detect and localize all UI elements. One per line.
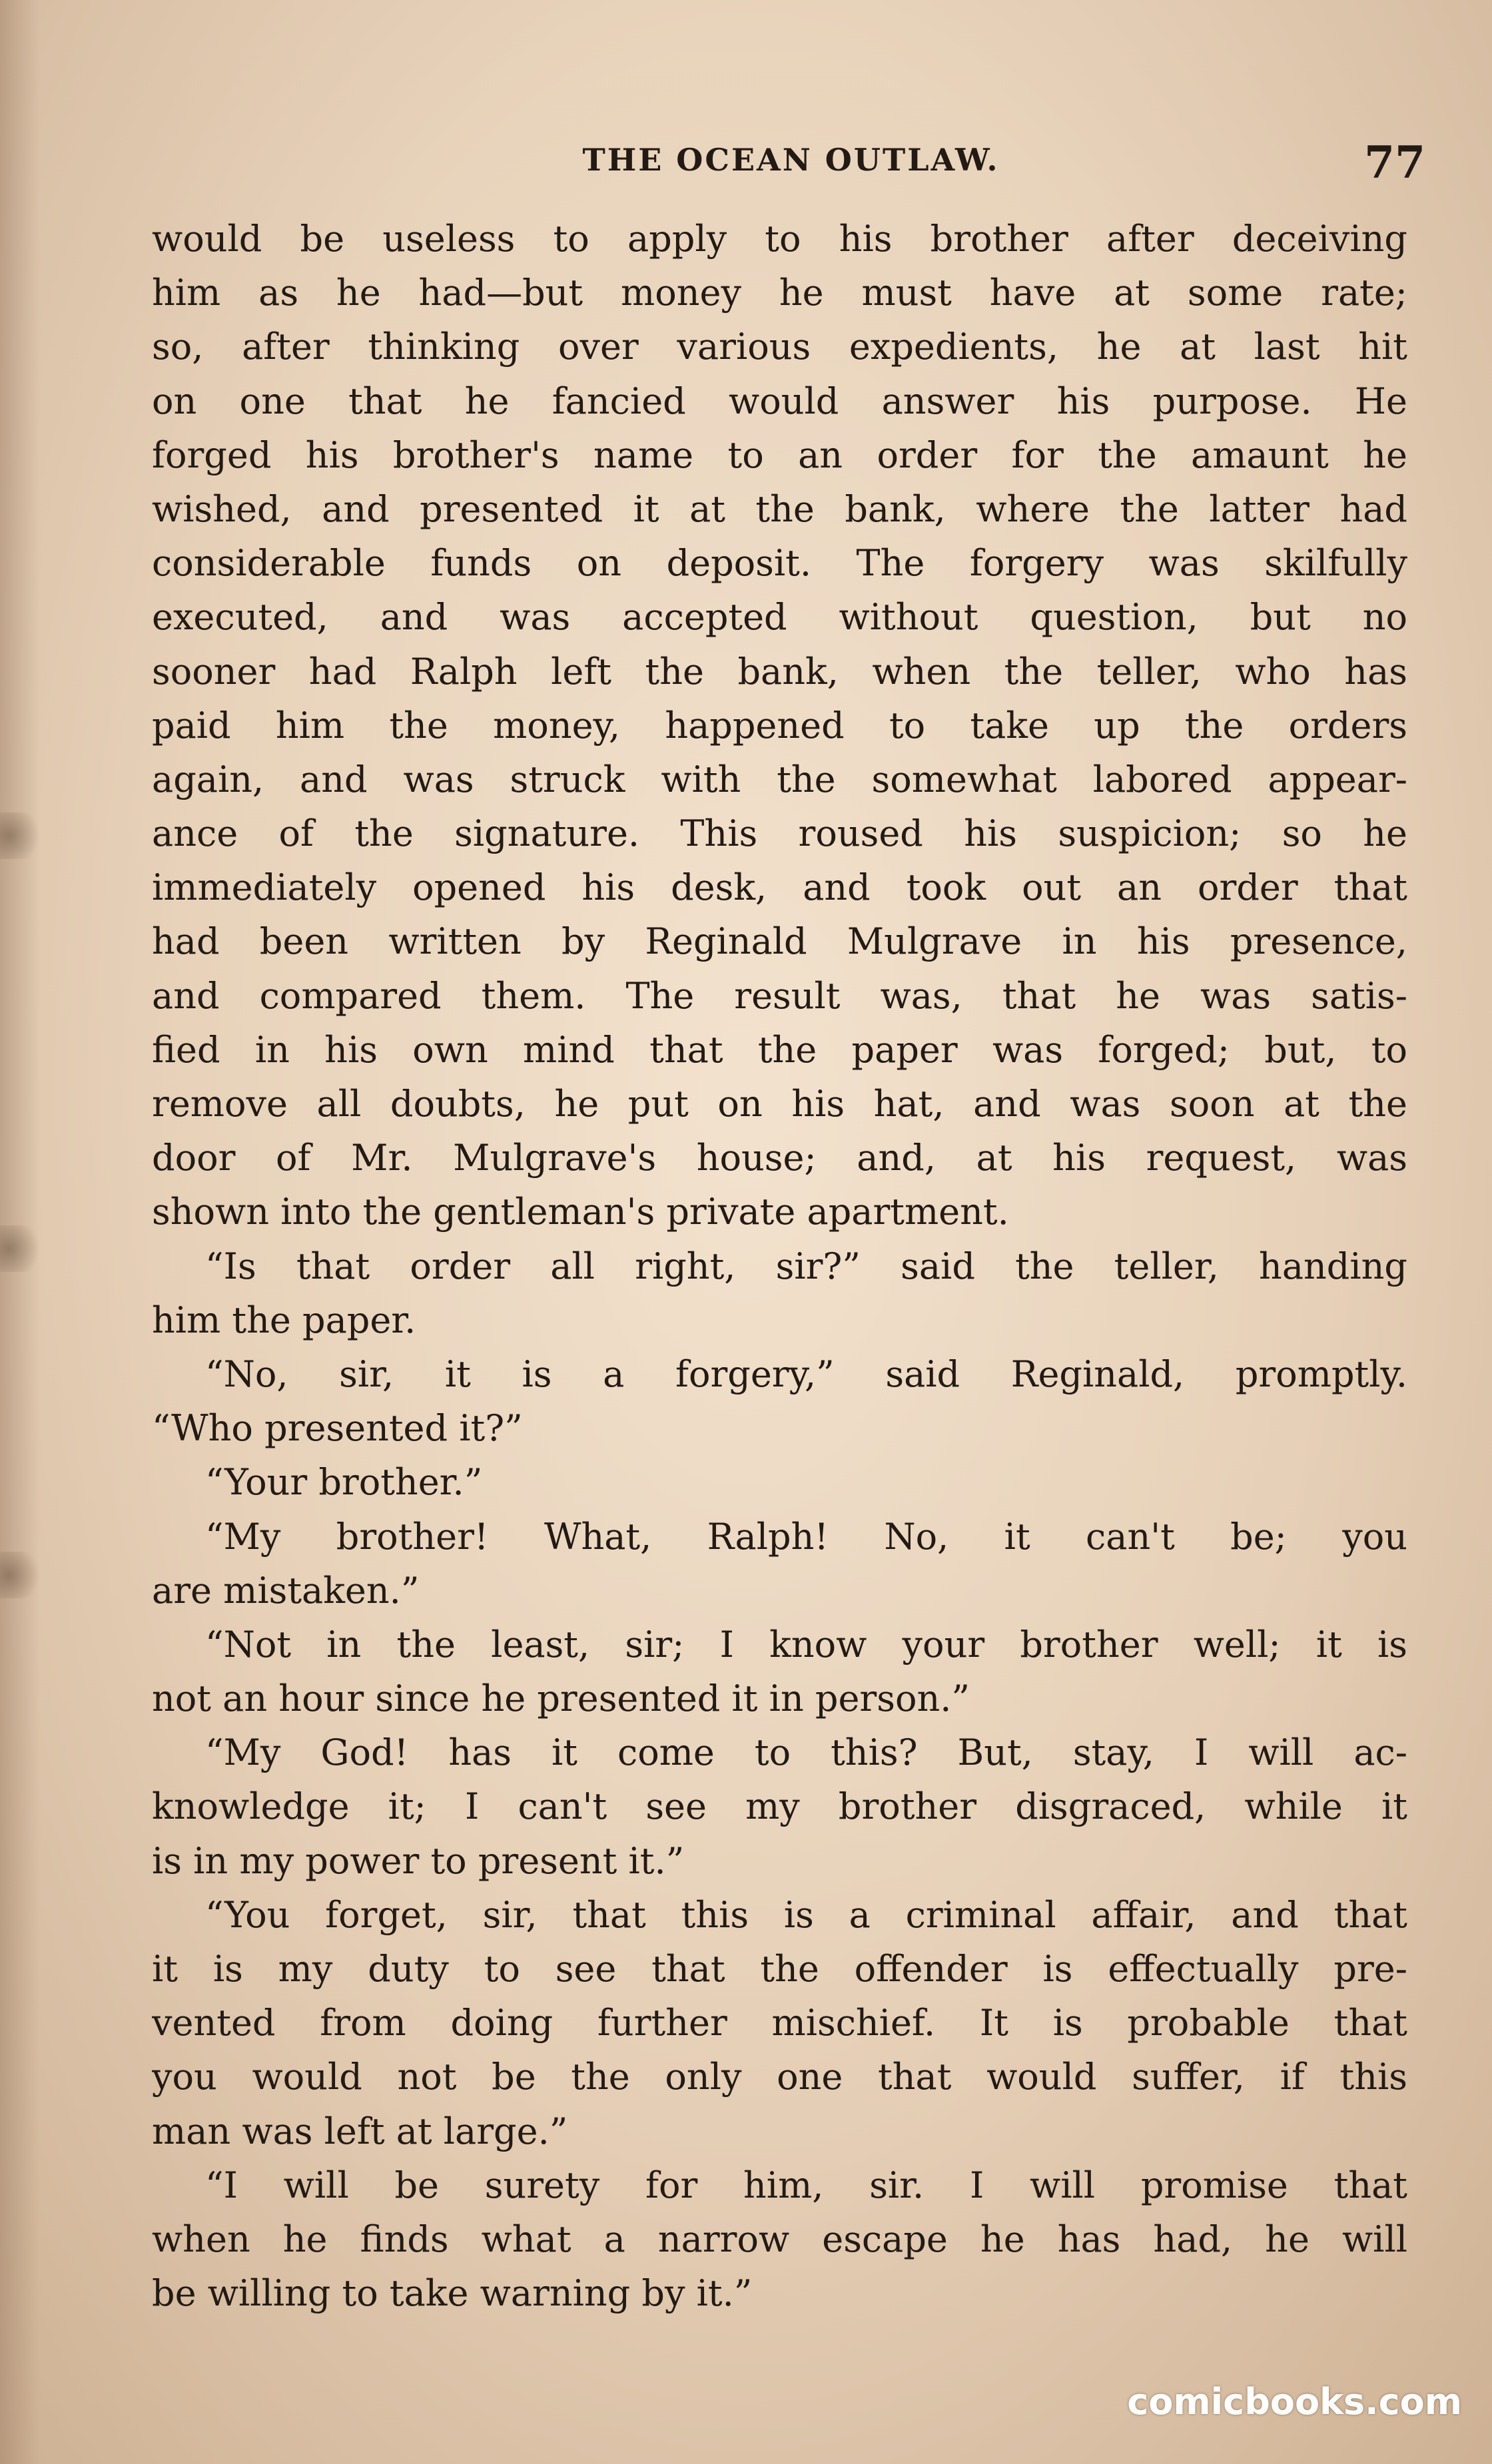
text-line: executed, and was accepted without question, but no: [152, 596, 1407, 639]
text-line: “My God! has it come to this? But, stay, I will ac-: [205, 1731, 1407, 1774]
text-line: shown into the gentleman's private apartment.: [152, 1191, 1009, 1233]
page-edge-nick: [0, 1552, 47, 1598]
page-number: 77: [1364, 137, 1425, 188]
text-line: knowledge it; I can't see my brother disgraced, while it: [152, 1785, 1407, 1828]
text-line: had been written by Reginald Mulgrave in his presence,: [152, 920, 1407, 963]
text-line: “Is that order all right, sir?” said the teller, handing: [205, 1245, 1407, 1287]
text-line: “Your brother.”: [205, 1461, 483, 1504]
text-line: again, and was struck with the somewhat labored appear-: [152, 758, 1407, 800]
text-line: remove all doubts, he put on his hat, and was soon at the: [152, 1083, 1407, 1125]
text-line: “No, sir, it is a forgery,” said Reginald, promptly.: [205, 1353, 1407, 1395]
running-title: THE OCEAN OUTLAW.: [582, 142, 1000, 178]
text-line: “You forget, sir, that this is a criminal affair, and that: [205, 1893, 1407, 1936]
body-text: [152, 212, 1407, 2320]
text-line: forged his brother's name to an order for the amaunt he: [152, 434, 1407, 476]
text-line: it is my duty to see that the offender is effectually pre-: [152, 1948, 1407, 1990]
text-line: vented from doing further mischief. It is probable that: [152, 2002, 1407, 2044]
text-line: on one that he fancied would answer his purpose. He: [152, 380, 1407, 422]
text-line: when he finds what a narrow escape he has had, he will: [152, 2218, 1407, 2260]
text-line: immediately opened his desk, and took out an order that: [152, 866, 1407, 909]
text-line: “I will be surety for him, sir. I will promise that: [205, 2164, 1407, 2206]
text-line: and compared them. The result was, that he was satis-: [152, 974, 1407, 1017]
text-line: are mistaken.”: [152, 1569, 420, 1612]
text-line: you would not be the only one that would suffer, if this: [152, 2056, 1407, 2098]
text-line: fied in his own mind that the paper was forged; but, to: [152, 1028, 1407, 1071]
text-line: wished, and presented it at the bank, where the latter had: [152, 487, 1407, 530]
text-line: door of Mr. Mulgrave's house; and, at his request, was: [152, 1137, 1407, 1179]
text-line: man was left at large.”: [152, 2110, 568, 2152]
text-line: would be useless to apply to his brother after deceiving: [152, 218, 1407, 260]
text-line: considerable funds on deposit. The forgery was skilfully: [152, 542, 1407, 585]
text-line: him the paper.: [152, 1299, 416, 1341]
watermark: comicbooks.com: [1127, 2381, 1462, 2423]
text-line: not an hour since he presented it in person.”: [152, 1678, 970, 1720]
text-line: ance of the signature. This roused his suspicion; so he: [152, 812, 1407, 855]
running-head: [157, 137, 1425, 190]
page-edge-nick: [0, 812, 47, 859]
text-line: “My brother! What, Ralph! No, it can't be; you: [205, 1515, 1407, 1558]
text-line: paid him the money, happened to take up the orders: [152, 704, 1407, 747]
text-line: “Who presented it?”: [152, 1407, 523, 1450]
text-line: is in my power to present it.”: [152, 1839, 685, 1882]
text-line: him as he had—but money he must have at some rate;: [152, 272, 1407, 314]
page-edge-nick: [0, 1225, 47, 1272]
text-line: so, after thinking over various expedients, he at last hit: [152, 326, 1407, 368]
text-line: “Not in the least, sir; I know your brother well; it is: [205, 1623, 1407, 1666]
text-line: sooner had Ralph left the bank, when the teller, who has: [152, 650, 1407, 693]
text-line: be willing to take warning by it.”: [152, 2272, 753, 2315]
